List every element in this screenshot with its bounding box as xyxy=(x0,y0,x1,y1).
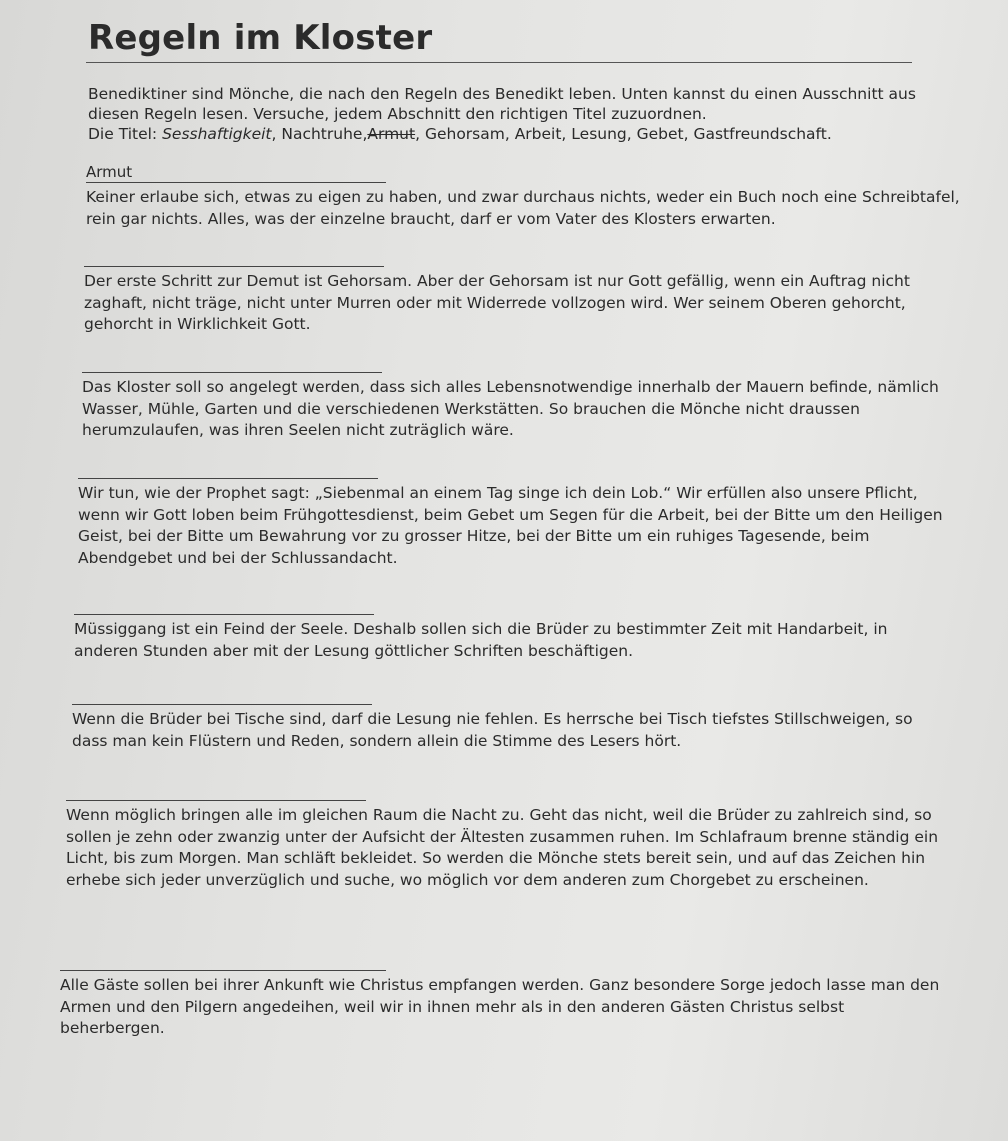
page-title: Regeln im Kloster xyxy=(88,18,433,58)
answer-line-2[interactable] xyxy=(84,246,384,267)
intro-instructions: Benediktiner sind Mönche, die nach den Regeln des Benedikt leben. Unten kannst du einen Ausschnitt aus diesen Regeln lesen. Versuche, jedem Abschnitt den richtigen Titel zuzuordnen. xyxy=(88,85,916,123)
section-text-3: Das Kloster soll so angelegt werden, dass sich alles Lebensnotwendige innerhalb der Mauern befinde, nämlich Wasser, Mühle, Garten und die verschiedenen Werkstätten. So brauchen die Mönche nicht draussen herumzulaufen, was ihren Seelen nicht zuträglich wäre. xyxy=(82,378,939,439)
answer-line-7[interactable] xyxy=(66,780,366,801)
section-text-7: Wenn möglich bringen alle im gleichen Raum die Nacht zu. Geht das nicht, weil die Brüder zu zahlreich sind, so sollen je zehn oder zwanzig unter der Aufsicht der Ältesten zusammen ruhen. Im Schlafraum brenne ständig ein Licht, bis zum Morgen. Man schläft bekleidet. So werden die Mönche stets bereit sein, und auf das Zeichen hin erhebe sich jeder unverzüglich und suche, wo möglich vor dem anderen zum Chorgebet zu erscheinen. xyxy=(66,806,939,889)
section-2 xyxy=(84,246,964,336)
intro-text xyxy=(88,84,928,144)
answer-line-8[interactable] xyxy=(60,950,386,971)
section-text-6: Wenn die Brüder bei Tische sind, darf die Lesung nie fehlen. Es herrsche bei Tisch tiefstes Stillschweigen, so dass man kein Flüstern und Reden, sondern allein die Stimme des Lesers hört. xyxy=(72,710,913,750)
answer-line-4[interactable] xyxy=(78,458,378,479)
title-underline xyxy=(86,62,912,63)
answer-line-3[interactable] xyxy=(82,352,382,373)
answer-line-5[interactable] xyxy=(74,594,374,615)
section-text-2: Der erste Schritt zur Demut ist Gehorsam. Aber der Gehorsam ist nur Gott gefällig, wenn ein Auftrag nicht zaghaft, nicht träge, nicht unter Murren oder mit Widerrede vollzogen wird. Wer seinem Oberen gehorcht, gehorcht in Wirklichkeit Gott. xyxy=(84,272,910,333)
answer-line-6[interactable] xyxy=(72,684,372,705)
section-text-4: Wir tun, wie der Prophet sagt: „Siebenmal an einem Tag singe ich dein Lob.“ Wir erfüllen also unsere Pflicht, wenn wir Gott loben beim Frühgottesdienst, beim Gebet um Segen für die Arbeit, bei der Bitte um den Heiligen Geist, bei der Bitte um Bewahrung vor zu grosser Hitze, bei der Bitte um ein ruhiges Tagesende, beim Abendgebet und bei der Schlussandacht. xyxy=(78,484,943,567)
section-text-5: Müssiggang ist ein Feind der Seele. Deshalb sollen sich die Brüder zu bestimmter Zeit mit Handarbeit, in anderen Stunden aber mit der Lesung göttlicher Schriften beschäftigen. xyxy=(74,620,888,660)
section-3 xyxy=(82,352,962,442)
section-1 xyxy=(86,162,966,230)
section-6 xyxy=(72,684,952,752)
section-5 xyxy=(74,594,954,662)
answer-line-1[interactable]: Armut xyxy=(86,162,386,183)
intro-titles-list: Die Titel: Sesshaftigkeit, Nachtruhe,Armut, Gehorsam, Arbeit, Lesung, Gebet, Gastfreundschaft. xyxy=(88,125,832,143)
section-text-8: Alle Gäste sollen bei ihrer Ankunft wie Christus empfangen werden. Ganz besondere Sorge jedoch lasse man den Armen und den Pilgern angedeihen, weil wir in ihnen mehr als in den anderen Gästen Christus selbst beherbergen. xyxy=(60,976,940,1037)
section-4 xyxy=(78,458,958,569)
section-7 xyxy=(66,780,946,891)
section-8 xyxy=(60,950,940,1040)
section-text-1: Keiner erlaube sich, etwas zu eigen zu haben, und zwar durchaus nichts, weder ein Buch noch eine Schreibtafel, rein gar nichts. Alles, was der einzelne braucht, darf er vom Vater des Klosters erwarten. xyxy=(86,188,960,228)
